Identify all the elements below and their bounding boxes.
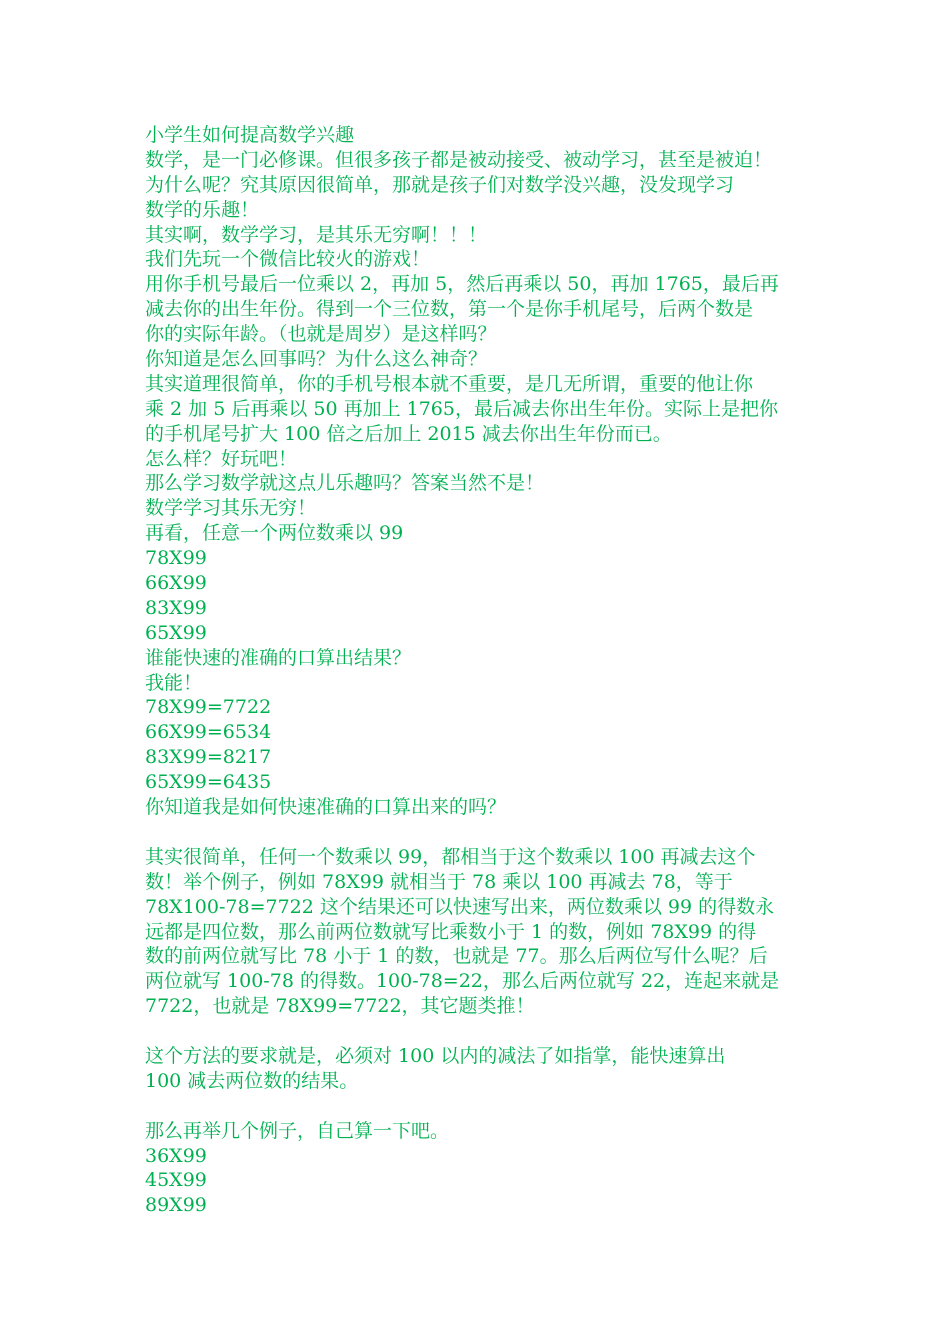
paragraph-line: 数学，是一门必修课。但很多孩子都是被动接受、被动学习，甚至是被迫！ — [145, 148, 773, 171]
paragraph-line: 83X99 — [145, 596, 207, 619]
paragraph-line: 用你手机号最后一位乘以 2，再加 5，然后再乘以 50，再加 1765，最后再 — [145, 273, 779, 296]
paragraph-line: 65X99 — [145, 621, 207, 644]
paragraph-line: 36X99 — [145, 1144, 207, 1167]
paragraph-line: 我们先玩一个微信比较火的游戏！ — [145, 248, 431, 271]
paragraph-line: 45X99 — [145, 1169, 207, 1192]
document-page — [145, 123, 810, 1218]
paragraph-line: 66X99=6534 — [145, 721, 272, 744]
paragraph-line: 其实很简单，任何一个数乘以 99，都相当于这个数乘以 100 再减去这个 — [145, 845, 756, 868]
paragraph-line: 乘 2 加 5 后再乘以 50 再加上 1765，最后减去你出生年份。实际上是把你 — [145, 397, 778, 420]
paragraph-line: 83X99=8217 — [145, 746, 272, 769]
document-body — [145, 148, 810, 1218]
blank-line — [145, 1019, 810, 1044]
paragraph-line: 你知道是怎么回事吗？为什么这么神奇？ — [145, 348, 488, 371]
paragraph-line: 远都是四位数，那么前两位数就写比乘数小于 1 的数，例如 78X99 的得 — [145, 920, 757, 943]
paragraph-line: 为什么呢？究其原因很简单，那就是孩子们对数学没兴趣，没发现学习 — [145, 173, 735, 196]
paragraph-line: 数学学习其乐无穷！ — [145, 497, 317, 520]
paragraph-line: 数学的乐趣！ — [145, 198, 260, 221]
paragraph-line: 89X99 — [145, 1194, 207, 1217]
paragraph-line: 那么再举几个例子，自己算一下吧。 — [145, 1119, 450, 1142]
paragraph-line: 的手机尾号扩大 100 倍之后加上 2015 减去你出生年份而已。 — [145, 422, 672, 445]
document-title: 小学生如何提高数学兴趣 — [145, 124, 355, 146]
paragraph-line: 这个方法的要求就是，必须对 100 以内的减法了如指掌，能快速算出 — [145, 1044, 726, 1067]
paragraph-line: 78X100-78=7722 这个结果还可以快速写出来，两位数乘以 99 的得数永 — [145, 895, 775, 918]
paragraph-line: 怎么样？好玩吧！ — [145, 447, 298, 470]
paragraph-line: 那么学习数学就这点儿乐趣吗？答案当然不是！ — [145, 472, 545, 495]
paragraph-line: 100 减去两位数的结果。 — [145, 1069, 359, 1092]
paragraph-line: 我能！ — [145, 671, 203, 694]
paragraph-line: 数！举个例子，例如 78X99 就相当于 78 乘以 100 再减去 78，等于 — [145, 870, 733, 893]
paragraph-line: 两位就写 100-78 的得数。100-78=22，那么后两位就写 22，连起来就是 — [145, 970, 780, 993]
paragraph-line: 其实啊，数学学习，是其乐无穷啊！！！ — [145, 223, 488, 246]
paragraph-line: 谁能快速的准确的口算出结果？ — [145, 646, 412, 669]
paragraph-line: 7722，也就是 78X99=7722，其它题类推！ — [145, 995, 535, 1018]
paragraph-line: 你知道我是如何快速准确的口算出来的吗？ — [145, 796, 507, 819]
paragraph-line: 78X99 — [145, 547, 207, 570]
paragraph-line: 数的前两位就写比 78 小于 1 的数，也就是 77。那么后两位写什么呢？后 — [145, 945, 768, 968]
blank-line — [145, 1094, 810, 1119]
paragraph-line: 减去你的出生年份。得到一个三位数，第一个是你手机尾号，后两个数是 — [145, 298, 754, 321]
paragraph-line: 再看，任意一个两位数乘以 99 — [145, 522, 404, 545]
paragraph-line: 其实道理很简单，你的手机号根本就不重要，是几无所谓，重要的他让你 — [145, 372, 754, 395]
blank-line — [145, 820, 810, 845]
paragraph-line: 78X99=7722 — [145, 696, 272, 719]
paragraph-line: 66X99 — [145, 572, 207, 595]
paragraph-line: 你的实际年龄。（也就是周岁）是这样吗？ — [145, 323, 497, 346]
paragraph-line: 65X99=6435 — [145, 771, 272, 794]
